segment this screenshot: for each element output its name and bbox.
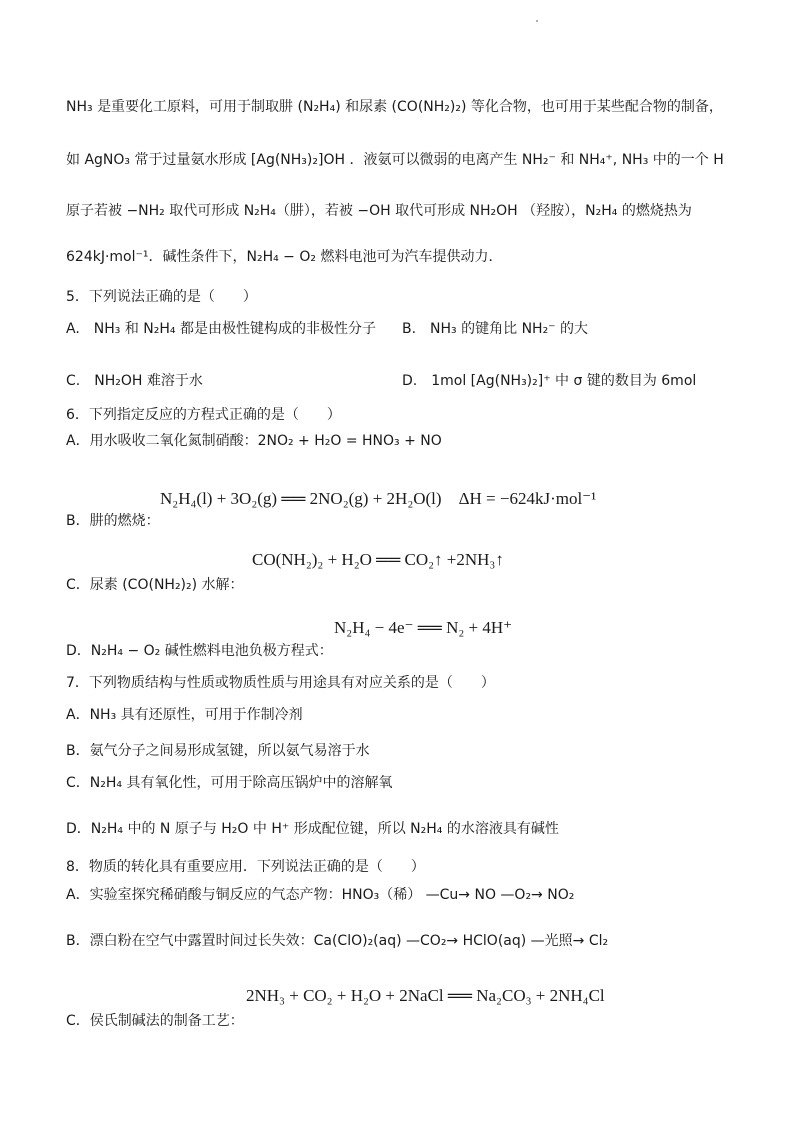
q6-option-d: D．N₂H₄ − O₂ 碱性燃料电池负极方程式： [66,643,333,659]
q7-option-c: C．N₂H₄ 具有氧化性，可用于除高压锅炉中的溶解氧 [66,775,393,791]
q6-option-b: B．肼的燃烧： [66,513,160,529]
q8-stem: 8．物质的转化具有重要应用．下列说法正确的是（ ） [66,859,425,875]
intro-line-4: 624kJ·mol⁻¹．碱性条件下，N₂H₄ − O₂ 燃料电池可为汽车提供动力． [66,249,503,265]
q6-option-a: A．用水吸收二氧化氮制硝酸：2NO₂ + H₂O = HNO₃ + NO [66,433,442,449]
intro-line-3: 原子若被 −NH₂ 取代可形成 N₂H₄（肼），若被 −OH 取代可形成 NH₂OH （羟胺），N₂H₄ 的燃烧热为 [66,203,692,219]
q7-option-a: A．NH₃ 具有还原性，可用于作制冷剂 [66,707,303,723]
q6-stem: 6．下列指定反应的方程式正确的是（ ） [66,407,341,423]
q7-option-b: B．氨气分子之间易形成氢键，所以氨气易溶于水 [66,743,370,759]
q6-option-d-equation: N₂H₄ − 4e⁻ ══ N₂ + 4H⁺ [334,618,513,637]
q8-option-a: A．实验室探究稀硝酸与铜反应的气态产物：HNO₃（稀） —Cu→ NO —O₂→ NO₂ [66,887,575,903]
q8-option-b: B．漂白粉在空气中露置时间过长失效：Ca(ClO)₂(aq) —CO₂→ HClO(aq) —光照→ Cl₂ [66,933,609,949]
q7-stem: 7．下列物质结构与性质或物质性质与用途具有对应关系的是（ ） [66,675,495,691]
q5-option-b: B. NH₃ 的键角比 NH₂⁻ 的大 [402,321,589,337]
q5-option-c: C. NH₂OH 难溶于水 [66,373,203,389]
q6-option-c: C．尿素 (CO(NH₂)₂) 水解： [66,577,244,593]
q6-option-c-equation: CO(NH₂)₂ + H₂O ══ CO₂↑ +2NH₃↑ [252,550,504,569]
page-dot [536,20,538,22]
q8-option-c: C．侯氏制碱法的制备工艺： [66,1013,244,1029]
q5-stem: 5．下列说法正确的是（ ） [66,289,257,305]
q5-option-d: D. 1mol [Ag(NH₃)₂]⁺ 中 σ 键的数目为 6mol [402,373,697,389]
intro-line-2: 如 AgNO₃ 常于过量氨水形成 [Ag(NH₃)₂]OH ．液氨可以微弱的电离产生 NH₂⁻ 和 NH₄⁺, NH₃ 中的一个 H [66,152,724,168]
q7-option-d: D．N₂H₄ 中的 N 原子与 H₂O 中 H⁺ 形成配位键，所以 N₂H₄ 的水溶液具有碱性 [66,821,559,837]
q6-option-b-equation: N₂H₄(l) + 3O₂(g) ══ 2NO₂(g) + 2H₂O(l) ΔH = −624kJ·mol⁻¹ [160,489,597,508]
q8-option-c-equation: 2NH₃ + CO₂ + H₂O + 2NaCl ══ Na₂CO₃ + 2NH₄Cl [246,986,605,1005]
q5-option-a: A. NH₃ 和 N₂H₄ 都是由极性键构成的非极性分子 [66,321,376,337]
intro-line-1: NH₃ 是重要化工原料，可用于制取肼 (N₂H₄) 和尿素 (CO(NH₂)₂) 等化合物，也可用于某些配合物的制备， [66,99,723,115]
